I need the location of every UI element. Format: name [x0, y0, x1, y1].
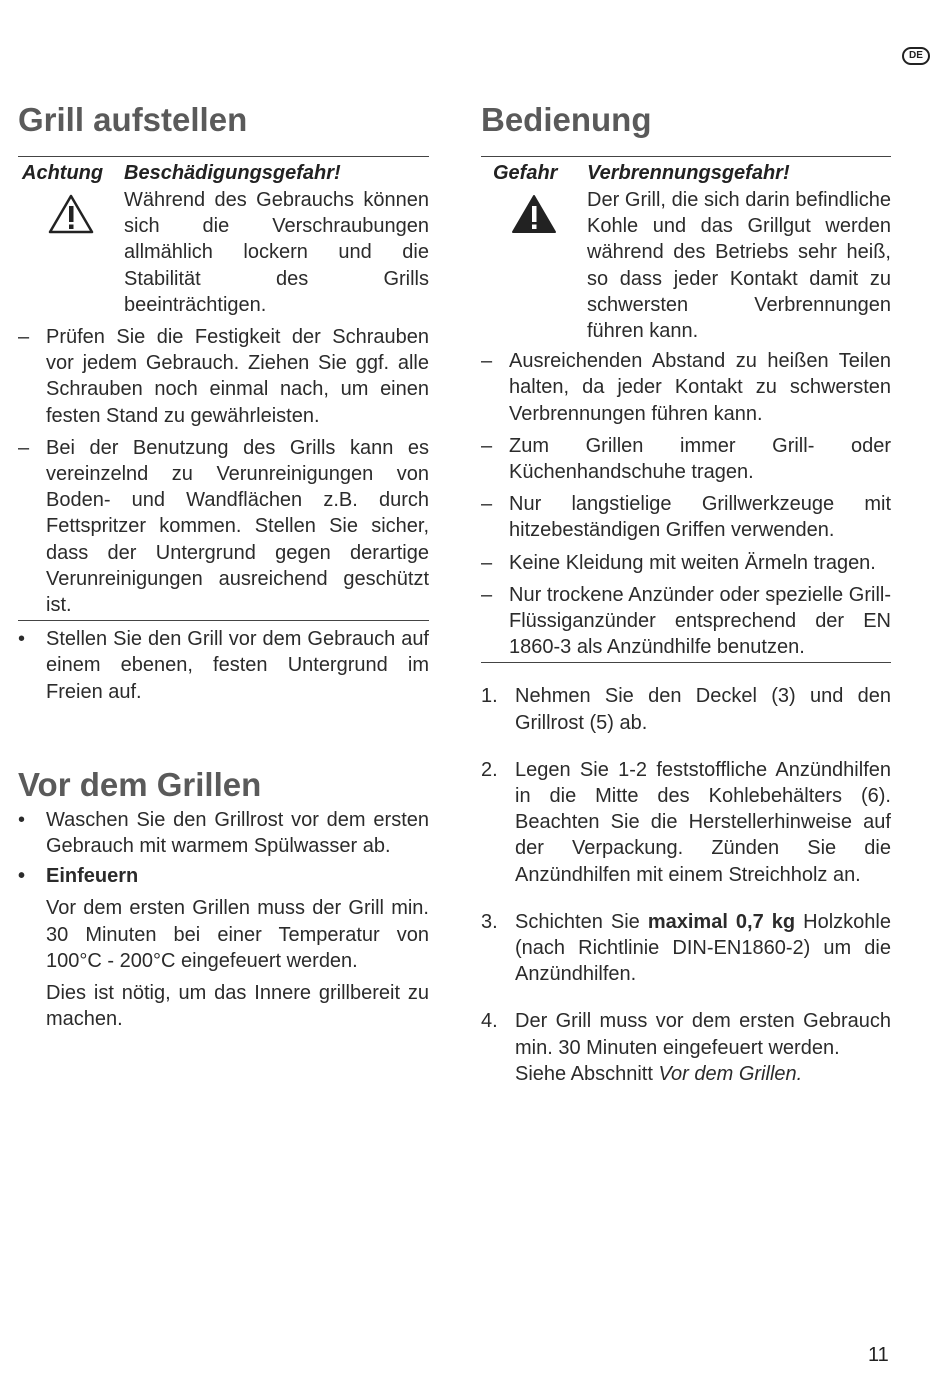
list-item: – Ausreichenden Abstand zu heißen Teilen halten, da jeder Kontakt zu schwersten Verbrennungen führen kann. [481, 350, 891, 425]
left-column [18, 100, 429, 1032]
list-item: – Nur trockene Anzünder oder spezielle Grill-Flüssiganzünder entsprechend der EN 1860-3 als Anzündhilfe benutzen. [481, 583, 891, 659]
section-title-vor-dem-grillen: Vor dem Grillen [18, 765, 262, 803]
warning-top-rule [481, 156, 891, 157]
warning-bottom-rule [481, 662, 891, 663]
list-item: • Einfeuern [18, 865, 139, 888]
warning-text: Während des Gebrauchs können sich die Verschraubungen allmählich lockern und die Stabilität des Grills beeinträchtigen. [124, 189, 429, 316]
warning-body [18, 187, 429, 318]
step-2: 2. Legen Sie 1-2 feststoffliche Anzündhilfen in die Mitte des Kohlebehälters (6). Beachten Sie die Herstellerhinweise auf der Verpackung. Zünden Sie die Anzündhilfen mit einem Streichholz an. [481, 758, 891, 886]
section-title-bedienung: Bedienung [481, 101, 652, 138]
warning-label: Gefahr [493, 162, 558, 184]
list-item: • Waschen Sie den Grillrost vor dem ersten Gebrauch mit warmem Spülwasser ab. [18, 808, 429, 858]
step-3: 3. Schichten Sie maximal 0,7 kg Holzkohle (nach Richtlinie DIN-EN1860-2) um die Anzündhilfen. [481, 910, 891, 986]
step-4: 4. Der Grill muss vor dem ersten Gebrauch min. 30 Minuten eingefeuert werden. Siehe Abschnitt Vor dem Grillen. [481, 1010, 891, 1085]
section-title-grill-aufstellen: Grill aufstellen [18, 101, 248, 138]
list-item: – Nur langstielige Grillwerkzeuge mit hitzebeständigen Griffen verwenden. [481, 493, 891, 542]
step-1: 1. Nehmen Sie den Deckel (3) und den Grillrost (5) ab. [481, 685, 891, 734]
safety-list [481, 348, 891, 660]
warning-header [18, 159, 429, 187]
precaution-list [18, 324, 429, 618]
list-item: Vor dem ersten Grillen muss der Grill min. 30 Minuten bei einer Temperatur von 100°C - 200°C eingefeuert werden. [46, 897, 429, 972]
warning-heading: Beschädigungsgefahr! [124, 162, 341, 184]
warning-heading: Verbrennungsgefahr! [587, 162, 790, 184]
list-item: Dies ist nötig, um das Innere grillbereit zu machen. [46, 982, 429, 1031]
warning-text: Der Grill, die sich darin befindliche Kohle und das Grillgut werden während des Betriebs sehr heiß, so dass jeder Kontakt damit zu schwersten Verbrennungen führen kann. [587, 189, 891, 343]
list-item: • Stellen Sie den Grill vor dem Gebrauch auf einem ebenen, festen Untergrund im Freien auf. [18, 628, 429, 703]
list-item: – Prüfen Sie die Festigkeit der Schrauben vor jedem Gebrauch. Ziehen Sie ggf. alle Schrauben noch einmal nach, um einen festen Stand zu gewährleisten. [18, 326, 429, 427]
right-column [481, 100, 891, 1087]
page-number: 11 [868, 1344, 889, 1366]
warning-header [481, 159, 891, 187]
list-item: – Bei der Benutzung des Grills kann es vereinzelnd zu Verunreinigungen von Boden- und Wandflächen z.B. durch Fettspritzer kommen. Stellen Sie sicher, dass der Untergrund gegen derartige Verunreinigungen ausreichend geschützt ist. [18, 436, 429, 617]
language-badge: DE [902, 47, 930, 65]
list-item: – Zum Grillen immer Grill- oder Küchenhandschuhe tragen. [481, 434, 891, 484]
warning-label: Achtung [22, 162, 104, 184]
before-grilling-list [18, 807, 429, 1033]
steps-list [481, 683, 891, 1087]
warning-bottom-rule [18, 620, 429, 621]
setup-bullet-list [18, 626, 429, 705]
warning-triangle-filled-icon [481, 187, 587, 344]
warning-top-rule [18, 156, 429, 157]
warning-triangle-outline-icon [18, 187, 124, 318]
warning-body [481, 187, 891, 344]
list-item: – Keine Kleidung mit weiten Ärmeln tragen. [481, 551, 876, 574]
